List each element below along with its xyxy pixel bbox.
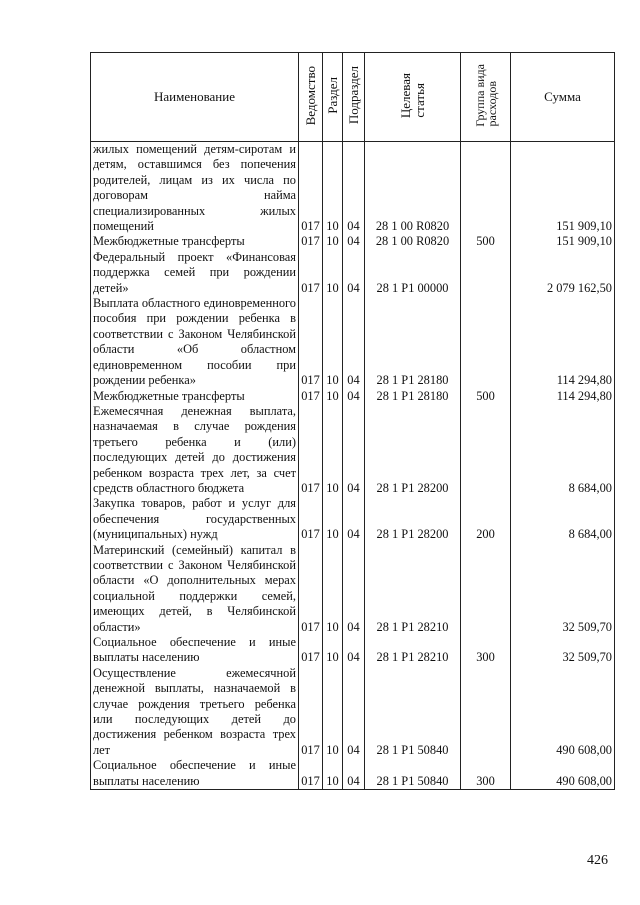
- header-exp-group: Группа видарасходов: [461, 53, 511, 142]
- row-group-cell: 500: [461, 234, 511, 249]
- row-sum-cell: 490 608,00: [511, 758, 615, 789]
- row-subsection-cell: 04: [343, 404, 365, 496]
- row-group-cell: 500: [461, 389, 511, 404]
- row-target-cell: 28 1 P1 28180: [365, 389, 461, 404]
- header-dept: Ведомство: [299, 53, 323, 142]
- table-row: [91, 234, 615, 249]
- row-sum-cell: 32 509,70: [511, 635, 615, 666]
- row-dept-cell: 017: [299, 296, 323, 388]
- table-row: [91, 543, 615, 635]
- table-row: [91, 496, 615, 542]
- table-row: [91, 389, 615, 404]
- table-row: [91, 666, 615, 758]
- row-group-cell: [461, 404, 511, 496]
- row-sum-cell: 8 684,00: [511, 496, 615, 542]
- row-group-cell: 300: [461, 758, 511, 789]
- row-subsection-cell: 04: [343, 635, 365, 666]
- row-section-cell: 10: [323, 635, 343, 666]
- row-dept-cell: 017: [299, 496, 323, 542]
- table-row: [91, 404, 615, 496]
- budget-table: [90, 52, 615, 790]
- row-sum-cell: 114 294,80: [511, 296, 615, 388]
- row-subsection-cell: 04: [343, 389, 365, 404]
- row-dept-cell: 017: [299, 543, 323, 635]
- row-target-cell: 28 1 P1 28200: [365, 496, 461, 542]
- row-dept-cell: 017: [299, 635, 323, 666]
- table-row: [91, 758, 615, 789]
- table-row: [91, 635, 615, 666]
- row-dept-cell: 017: [299, 758, 323, 789]
- header-sum: Сумма: [511, 53, 615, 142]
- row-name-cell: Закупка товаров, работ и услуг для обеспечения государственных (муниципальных) нужд: [91, 496, 299, 542]
- row-subsection-cell: 04: [343, 758, 365, 789]
- header-name: Наименование: [91, 53, 299, 142]
- table-row: [91, 250, 615, 296]
- row-group-cell: 300: [461, 635, 511, 666]
- row-name-cell: Осуществление ежемесячной денежной выплаты, назначаемой в случае рождения третьего ребенка или последующих детей до достижения ребенком возраста трех лет: [91, 666, 299, 758]
- row-name-cell: Выплата областного единовременного пособия при рождении ребенка в соответствии с Законом Челябинской области «Об областном единовременном пособии при рождении ребенка»: [91, 296, 299, 388]
- row-name-cell: Материнский (семейный) капитал в соответствии с Законом Челябинской области «О дополнительных мерах социальной поддержки семей, имеющих детей, в Челябинской области»: [91, 543, 299, 635]
- row-group-cell: [461, 250, 511, 296]
- row-target-cell: 28 1 P1 28210: [365, 543, 461, 635]
- row-section-cell: 10: [323, 296, 343, 388]
- row-sum-cell: 490 608,00: [511, 666, 615, 758]
- row-target-cell: 28 1 P1 50840: [365, 666, 461, 758]
- row-group-cell: [461, 142, 511, 235]
- row-dept-cell: 017: [299, 404, 323, 496]
- row-dept-cell: 017: [299, 142, 323, 235]
- row-subsection-cell: 04: [343, 496, 365, 542]
- row-sum-cell: 151 909,10: [511, 142, 615, 235]
- row-sum-cell: 114 294,80: [511, 389, 615, 404]
- row-section-cell: 10: [323, 666, 343, 758]
- row-sum-cell: 8 684,00: [511, 404, 615, 496]
- row-name-cell: Социальное обеспечение и иные выплаты населению: [91, 758, 299, 789]
- row-target-cell: 28 1 P1 28210: [365, 635, 461, 666]
- row-dept-cell: 017: [299, 389, 323, 404]
- row-name-cell: Социальное обеспечение и иные выплаты населению: [91, 635, 299, 666]
- row-sum-cell: 151 909,10: [511, 234, 615, 249]
- table-row: [91, 296, 615, 388]
- header-section: Раздел: [323, 53, 343, 142]
- row-target-cell: 28 1 P1 28200: [365, 404, 461, 496]
- row-section-cell: 10: [323, 142, 343, 235]
- row-section-cell: 10: [323, 543, 343, 635]
- row-dept-cell: 017: [299, 250, 323, 296]
- row-group-cell: [461, 666, 511, 758]
- row-name-cell: Ежемесячная денежная выплата, назначаемая в случае рождения третьего ребенка и (или) последующих детей до достижения ребенком возраста трех лет, за счет средств областного бюджета: [91, 404, 299, 496]
- row-group-cell: 200: [461, 496, 511, 542]
- row-section-cell: 10: [323, 758, 343, 789]
- header-target: Целеваястатья: [365, 53, 461, 142]
- row-section-cell: 10: [323, 389, 343, 404]
- header-subsection: Подраздел: [343, 53, 365, 142]
- row-target-cell: 28 1 P1 50840: [365, 758, 461, 789]
- row-subsection-cell: 04: [343, 666, 365, 758]
- row-section-cell: 10: [323, 234, 343, 249]
- row-target-cell: 28 1 P1 28180: [365, 296, 461, 388]
- row-subsection-cell: 04: [343, 296, 365, 388]
- row-sum-cell: 32 509,70: [511, 543, 615, 635]
- row-group-cell: [461, 296, 511, 388]
- row-subsection-cell: 04: [343, 250, 365, 296]
- row-subsection-cell: 04: [343, 543, 365, 635]
- row-subsection-cell: 04: [343, 142, 365, 235]
- row-name-cell: жилых помещений детям-сиротам и детям, оставшимся без попечения родителей, лицам из их числа по договорам найма специализированных жилых помещений: [91, 142, 299, 235]
- row-section-cell: 10: [323, 404, 343, 496]
- row-name-cell: Межбюджетные трансферты: [91, 389, 299, 404]
- table-header-row: [91, 53, 615, 142]
- row-target-cell: 28 1 00 R0820: [365, 234, 461, 249]
- page-number: 426: [587, 853, 608, 868]
- table-row: [91, 142, 615, 235]
- row-target-cell: 28 1 P1 00000: [365, 250, 461, 296]
- row-section-cell: 10: [323, 496, 343, 542]
- row-name-cell: Межбюджетные трансферты: [91, 234, 299, 249]
- row-name-cell: Федеральный проект «Финансовая поддержка семей при рождении детей»: [91, 250, 299, 296]
- row-group-cell: [461, 543, 511, 635]
- row-sum-cell: 2 079 162,50: [511, 250, 615, 296]
- row-dept-cell: 017: [299, 234, 323, 249]
- row-target-cell: 28 1 00 R0820: [365, 142, 461, 235]
- row-dept-cell: 017: [299, 666, 323, 758]
- row-section-cell: 10: [323, 250, 343, 296]
- row-subsection-cell: 04: [343, 234, 365, 249]
